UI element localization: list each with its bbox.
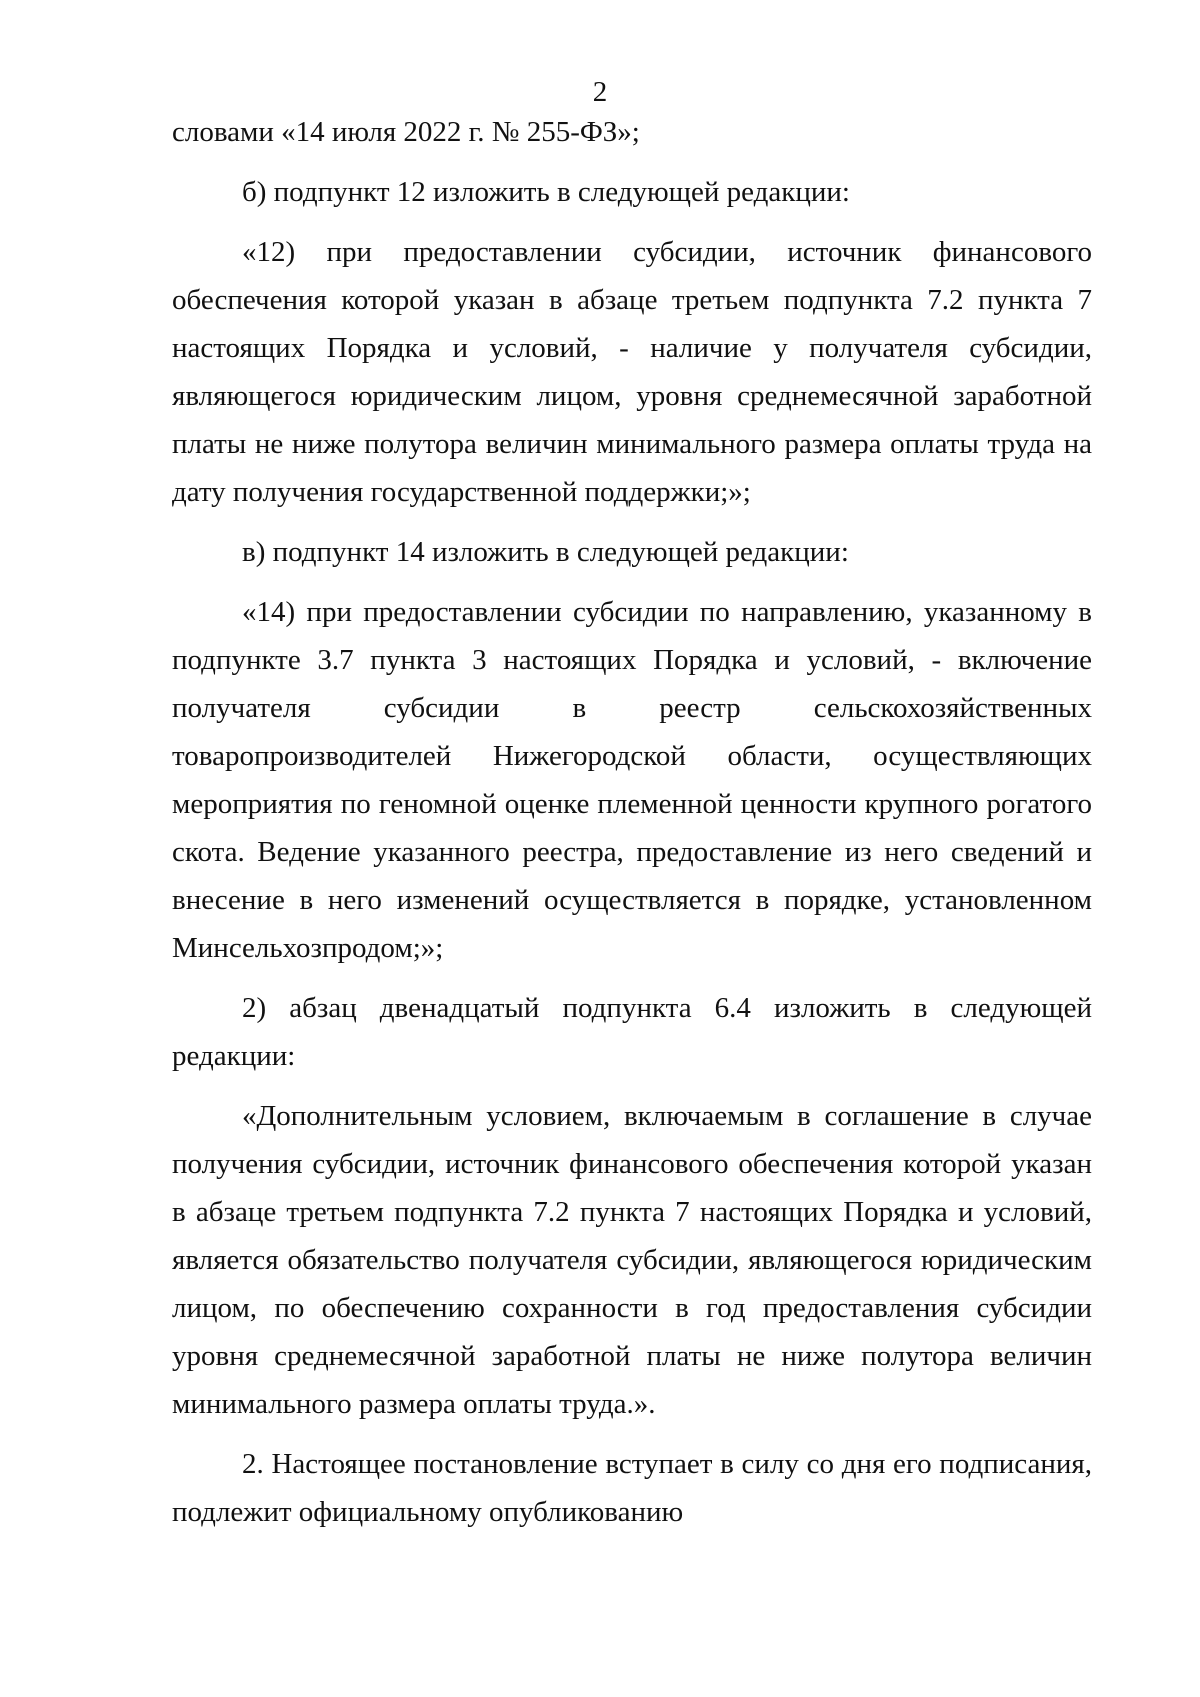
paragraph-subitem-v: в) подпункт 14 изложить в следующей редакции: — [242, 536, 849, 568]
paragraph-subitem-12: «12) при предоставлении субсидии, источник финансового обеспечения которой указан в абзаце третьем подпункта 7.2 пункта 7 настоящих Порядка и условий, - наличие у получателя субсидии, являющегося юридическим лицом, уровня среднемесячной заработной платы не ниже полутора величин минимального размера оплаты труда на дату получения государственной поддержки;»; — [172, 236, 1092, 508]
page-number: 2 — [592, 76, 608, 108]
paragraph-subitem-14: «14) при предоставлении субсидии по направлению, указанному в подпункте 3.7 пункта 3 настоящих Порядка и условий, - включение получателя субсидии в реестр сельскохозяйственных товаропроизводителей Нижегородской области, осуществляющих мероприятия по геномной оценке племенной ценности крупного рогатого скота. Ведение указанного реестра, предоставление из него сведений и внесение в него изменений осуществляется в порядке, установленном Минсельхозпродом;»; — [172, 596, 1092, 964]
paragraph-additional-condition: «Дополнительным условием, включаемым в соглашение в случае получения субсидии, источник финансового обеспечения которой указан в абзаце третьем подпункта 7.2 пункта 7 настоящих Порядка и условий, является обязательство получателя субсидии, являющегося юридическим лицом, по обеспечению сохранности в год предоставления субсидии уровня среднемесячной заработной платы не ниже полутора величин минимального размера оплаты труда.». — [172, 1100, 1092, 1420]
document-body — [172, 108, 1092, 1548]
paragraph-continuation: словами «14 июля 2022 г. № 255-ФЗ»; — [172, 116, 640, 148]
paragraph-item-2: 2) абзац двенадцатый подпункта 6.4 изложить в следующей редакции: — [172, 992, 1092, 1072]
paragraph-subitem-b: б) подпункт 12 изложить в следующей редакции: — [242, 176, 850, 208]
paragraph-effective-date: 2. Настоящее постановление вступает в силу со дня его подписания, подлежит официальному опубликованию — [172, 1448, 1092, 1528]
